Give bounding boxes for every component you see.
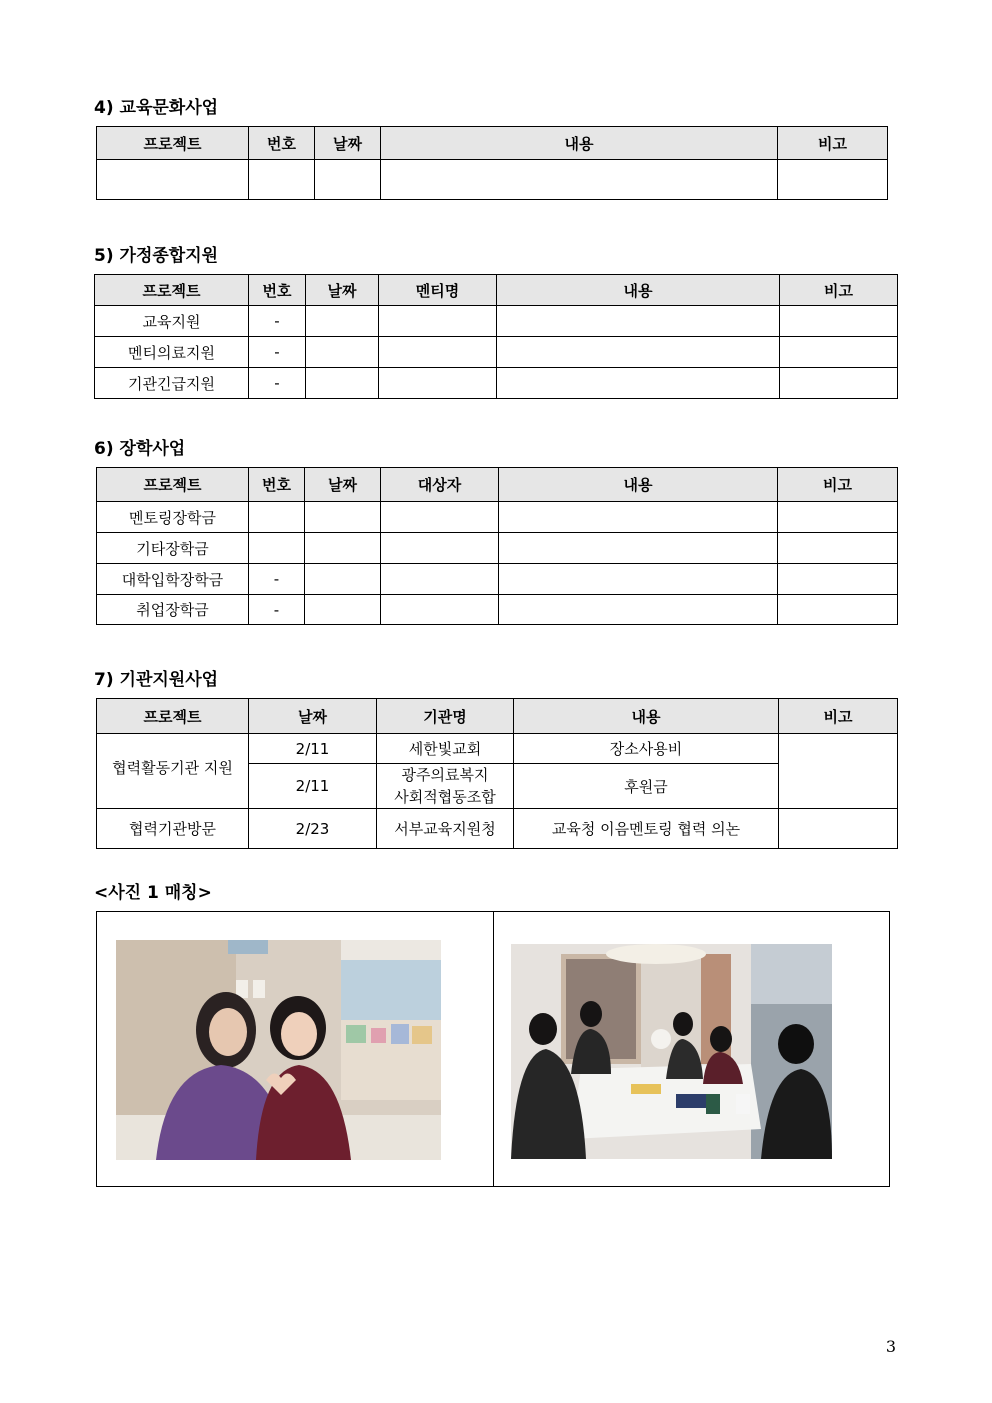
table-row <box>97 734 898 764</box>
cell-content: 교육청 이음멘토링 협력 의논 <box>514 809 779 849</box>
table-row <box>95 337 898 368</box>
cell-project: 교육지원 <box>95 306 249 337</box>
table-row <box>97 809 898 849</box>
cell-project: 멘토링장학금 <box>97 502 249 533</box>
header-date: 날짜 <box>305 468 381 502</box>
cell-recipient <box>381 564 499 595</box>
cell-date <box>306 337 379 368</box>
cell-organization: 서부교육지원청 <box>377 809 514 849</box>
cell-number <box>249 502 305 533</box>
cell-note <box>779 809 898 849</box>
cell-recipient <box>381 533 499 564</box>
cell-date <box>305 595 381 625</box>
header-project: 프로젝트 <box>97 127 249 160</box>
header-recipient: 대상자 <box>381 468 499 502</box>
header-content: 내용 <box>499 468 778 502</box>
header-number: 번호 <box>249 275 306 306</box>
cell-number <box>249 533 305 564</box>
header-number: 번호 <box>249 468 305 502</box>
table-row <box>97 564 898 595</box>
header-note: 비고 <box>780 275 898 306</box>
header-project: 프로젝트 <box>97 699 249 734</box>
cell-content <box>499 533 778 564</box>
header-content: 내용 <box>497 275 780 306</box>
table-family-support <box>94 274 898 399</box>
cell-content <box>499 595 778 625</box>
cell-recipient <box>381 502 499 533</box>
header-date: 날짜 <box>315 127 381 160</box>
cell-number: - <box>249 306 306 337</box>
cell-number: - <box>249 337 306 368</box>
cell-note <box>779 734 898 809</box>
cell-content <box>499 564 778 595</box>
section-4-title: 4) 교육문화사업 <box>94 98 219 118</box>
cell-content <box>499 502 778 533</box>
cell-recipient <box>381 595 499 625</box>
header-mentee-name: 멘티명 <box>379 275 497 306</box>
cell-date: 2/11 <box>249 734 377 764</box>
cell-content <box>497 368 780 399</box>
cell-mentee <box>379 368 497 399</box>
table-education-culture <box>96 126 888 200</box>
cell-content: 장소사용비 <box>514 734 779 764</box>
photo-divider <box>493 912 494 1186</box>
header-note: 비고 <box>778 468 898 502</box>
header-date: 날짜 <box>249 699 377 734</box>
cell-note <box>778 595 898 625</box>
section-6-title: 6) 장학사업 <box>94 439 186 459</box>
cell-project: 협력활동기관 지원 <box>97 734 249 809</box>
table-cell <box>381 160 778 200</box>
header-note: 비고 <box>779 699 898 734</box>
table-cell <box>778 160 888 200</box>
table-cell <box>249 160 315 200</box>
header-organization: 기관명 <box>377 699 514 734</box>
table-row <box>97 533 898 564</box>
cell-date: 2/11 <box>249 764 377 809</box>
table-row <box>95 306 898 337</box>
cell-content <box>497 306 780 337</box>
cell-note <box>778 502 898 533</box>
org-line-2: 사회적협동조합 <box>394 788 496 806</box>
photo-box <box>96 911 890 1187</box>
cell-project: 기타장학금 <box>97 533 249 564</box>
table-row <box>97 595 898 625</box>
table-row <box>97 502 898 533</box>
cell-number: - <box>249 595 305 625</box>
cell-mentee <box>379 306 497 337</box>
header-note: 비고 <box>778 127 888 160</box>
cell-organization <box>377 764 514 809</box>
header-project: 프로젝트 <box>97 468 249 502</box>
section-7-title: 7) 기관지원사업 <box>94 670 219 690</box>
cell-note <box>780 337 898 368</box>
org-line-1: 광주의료복지 <box>401 766 489 784</box>
cell-project: 멘티의료지원 <box>95 337 249 368</box>
header-date: 날짜 <box>306 275 379 306</box>
cell-project: 취업장학금 <box>97 595 249 625</box>
cell-project: 협력기관방문 <box>97 809 249 849</box>
cell-date <box>305 533 381 564</box>
table-institution-support <box>96 698 898 849</box>
cell-note <box>780 306 898 337</box>
photo-group-meeting <box>511 944 832 1159</box>
cell-mentee <box>379 337 497 368</box>
table-row <box>95 368 898 399</box>
cell-project: 대학입학장학금 <box>97 564 249 595</box>
cell-date <box>306 368 379 399</box>
cell-date <box>306 306 379 337</box>
cell-content <box>497 337 780 368</box>
cell-date <box>305 564 381 595</box>
cell-date: 2/23 <box>249 809 377 849</box>
photo-mentor-mentee <box>116 940 441 1160</box>
cell-note <box>778 564 898 595</box>
header-number: 번호 <box>249 127 315 160</box>
photos-title: <사진 1 매칭> <box>94 883 212 903</box>
header-project: 프로젝트 <box>95 275 249 306</box>
cell-organization: 세한빛교회 <box>377 734 514 764</box>
page-number: 3 <box>885 1337 896 1356</box>
cell-note <box>780 368 898 399</box>
cell-number: - <box>249 368 306 399</box>
cell-content: 후원금 <box>514 764 779 809</box>
header-content: 내용 <box>514 699 779 734</box>
cell-date <box>305 502 381 533</box>
header-content: 내용 <box>381 127 778 160</box>
section-5-title: 5) 가정종합지원 <box>94 246 219 266</box>
cell-note <box>778 533 898 564</box>
table-scholarship <box>96 467 898 625</box>
table-cell <box>97 160 249 200</box>
table-cell <box>315 160 381 200</box>
cell-number: - <box>249 564 305 595</box>
cell-project: 기관긴급지원 <box>95 368 249 399</box>
